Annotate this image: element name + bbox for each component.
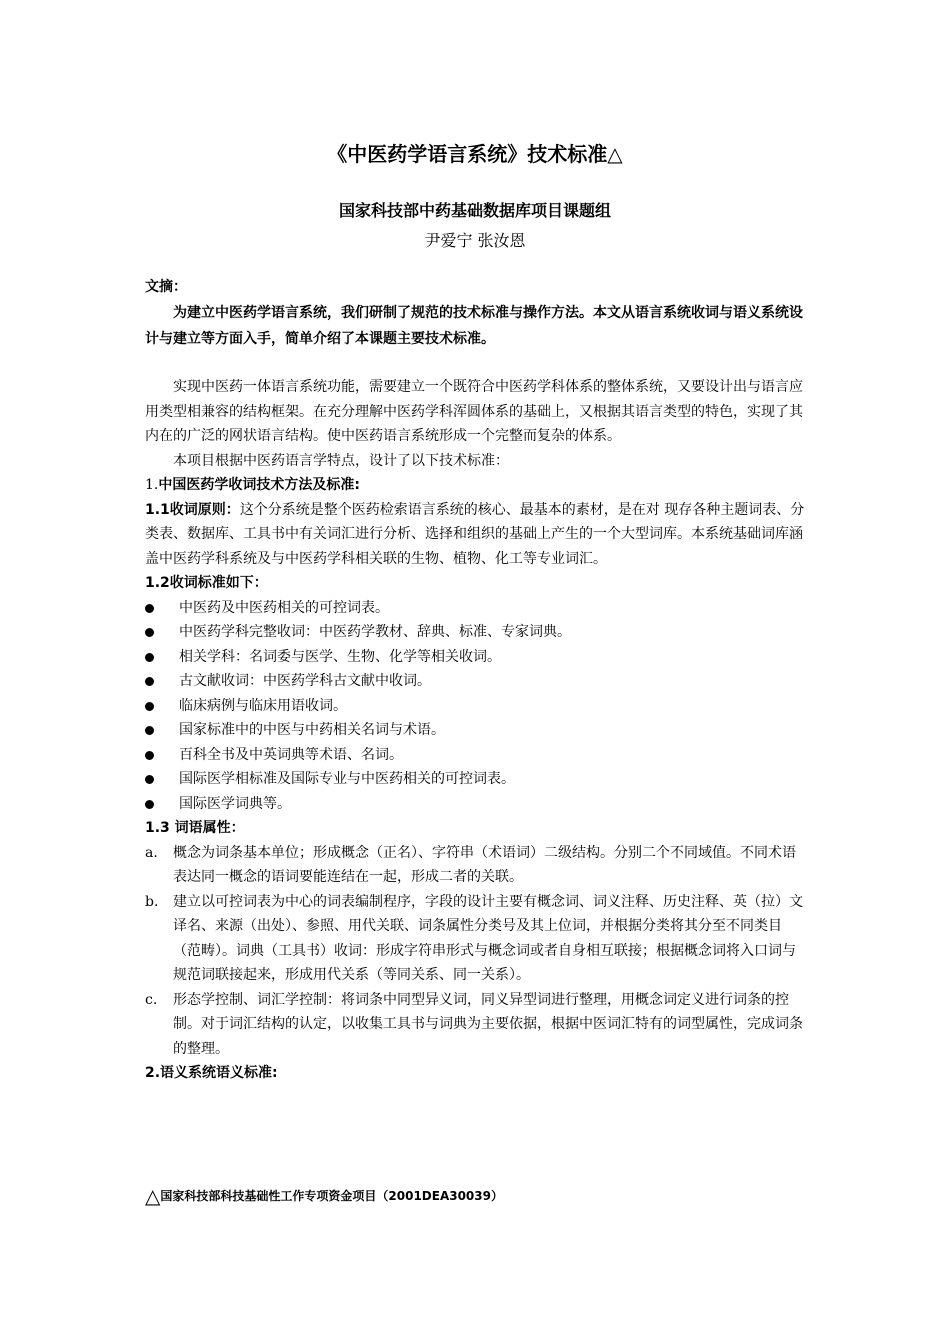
list-item: 临床病例与临床用语收词。 xyxy=(145,694,807,719)
bullet-icon xyxy=(145,702,154,711)
section-1-1-text: 这个分系统是整个医药检索语言系统的核心、最基本的素材，是在对 现存各种主题词表、分类表、数据库、工具书中有关词汇进行分析、选择和组织的基础上产生的一个大型词库。本系统基础词库涵盖中医药学科系统及与中医药学科相关联的生物、植物、化工等专业词汇。 xyxy=(145,501,805,567)
abstract-text: 为建立中医药学语言系统，我们研制了规范的技术标准与操作方法。本文从语言系统收词与语义系统设计与建立等方面入手，简单介绍了本课题主要技术标准。 xyxy=(145,305,803,347)
list-item: 国际医学相标准及国际专业与中医药相关的可控词表。 xyxy=(145,767,807,792)
bullet-icon xyxy=(145,751,154,760)
bullet-icon xyxy=(145,628,154,637)
intro-paragraph: 本项目根据中医药语言学特点，设计了以下技术标准： xyxy=(173,452,509,469)
bullet-icon xyxy=(145,604,154,613)
section-1-3-label: 1.3 词语属性： xyxy=(145,820,245,836)
list-item: 百科全书及中英词典等术语、名词。 xyxy=(145,743,807,768)
bullet-icon xyxy=(145,800,154,809)
list-marker: c. xyxy=(145,991,158,1008)
intro-paragraph: 实现中医药一体语言系统功能，需要建立一个既符合中医药学科体系的整体系统，又要设计出与语言应用类型相兼容的结构框架。在充分理解中医药学科浑圆体系的基础上，又根据其语言类型的特色，实现了其内在的广泛的网状语言结构。使中医药语言系统形成一个完整而复杂的体系。 xyxy=(145,379,803,444)
section-1-title: 中国医药学收词技术方法及标准: xyxy=(158,477,360,493)
section-1-heading xyxy=(145,473,807,498)
footnote-text: 国家科技部科技基础性工作专项资金项目（2001DEA30039） xyxy=(160,1189,503,1203)
bullet-icon xyxy=(145,726,154,735)
list-item: b. 建立以可控词表为中心的词表编制程序，字段的设计主要有概念词、词义注释、历史注释、英（拉）文译名、来源（出处）、参照、用代关联、词条属性分类号及其上位词，并根据分类将其分至不同类目（范畴）。词典（工具书）收词：形成字符串形式与概念词或者自身相互联接；根据概念词将入口词与规范词联接起来，形成用代关系（等同关系、同一关系）。 xyxy=(145,890,807,988)
word-attribute-list xyxy=(145,841,807,1062)
bullet-icon xyxy=(145,653,154,662)
collection-standard-list xyxy=(145,596,807,817)
list-item: 古文献收词：中医药学科古文献中收词。 xyxy=(145,669,807,694)
list-marker: a. xyxy=(145,844,158,861)
bullet-icon xyxy=(145,775,154,784)
footnote xyxy=(145,1184,503,1208)
section-1-1 xyxy=(145,498,807,572)
abstract-label: 文摘： xyxy=(145,279,187,295)
list-item: 国家标准中的中医与中药相关名词与术语。 xyxy=(145,718,807,743)
document-title: 《中医药学语言系统》技术标准△ xyxy=(327,142,623,166)
list-item: c. 形态学控制、词汇学控制：将词条中同型异义词，同义异型词进行整理，用概念词定义进行词条的控制。对于词汇结构的认定，以收集工具书与词典为主要依据，根据中医词汇特有的词型属性，完成词条的整理。 xyxy=(145,988,807,1062)
list-marker: b. xyxy=(145,893,159,910)
list-item: 中医药及中医药相关的可控词表。 xyxy=(145,596,807,621)
section-1-2-label: 1.2收词标准如下： xyxy=(145,575,268,591)
organization: 国家科技部中药基础数据库项目课题组 xyxy=(338,201,611,220)
authors: 尹爱宁 张汝恩 xyxy=(424,231,526,250)
bullet-icon xyxy=(145,677,154,686)
section-1-number: 1. xyxy=(145,477,159,493)
section-2-heading: 2.语义系统语义标准: xyxy=(145,1065,278,1081)
section-1-1-label: 1.1收词原则： xyxy=(145,501,240,518)
triangle-icon: △ xyxy=(145,1184,161,1208)
list-item: 相关学科：名词委与医学、生物、化学等相关收词。 xyxy=(145,645,807,670)
list-item: 中医药学科完整收词：中医药学教材、辞典、标准、专家词典。 xyxy=(145,620,807,645)
document-body xyxy=(145,375,807,1086)
list-item: a. 概念为词条基本单位；形成概念（正名）、字符串（术语词）二级结构。分别二个不同域值。不同术语表达同一概念的语词要能连结在一起，形成二者的关联。 xyxy=(145,841,807,890)
list-item: 国际医学词典等。 xyxy=(145,792,807,817)
